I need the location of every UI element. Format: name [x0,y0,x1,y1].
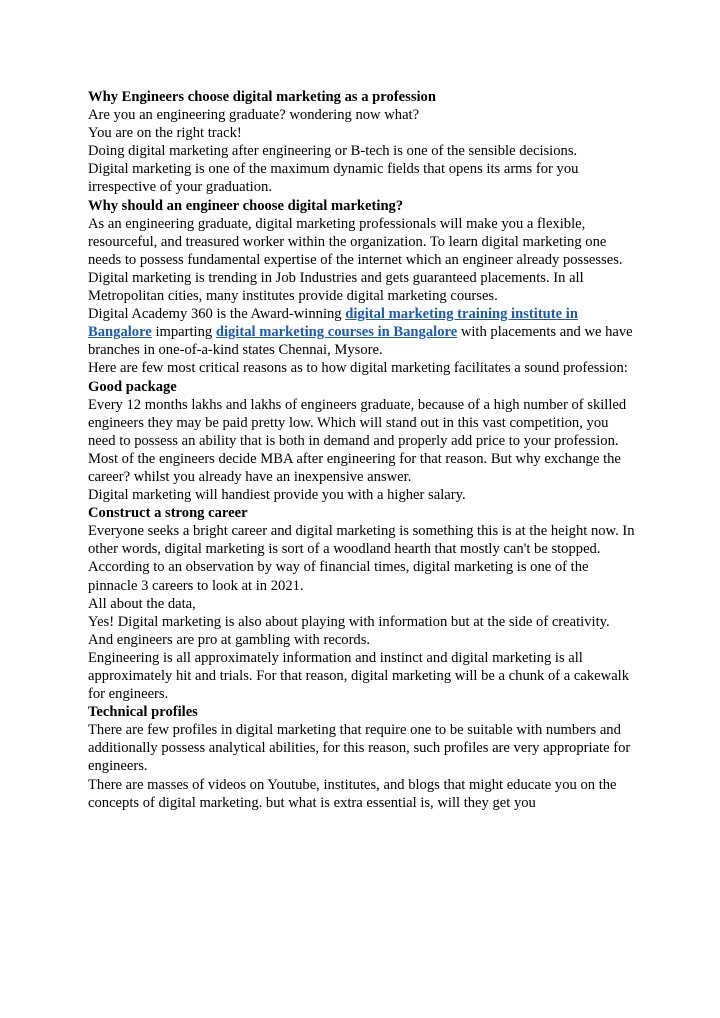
paragraph: Most of the engineers decide MBA after engineering for that reason. But why exchange the career? whilst you already have an inexpensive answer. [88,450,621,485]
paragraph: Here are few most critical reasons as to how digital marketing facilitates a sound profession: [88,360,628,377]
paragraph-text: imparting [151,324,216,341]
paragraph: All about the data, [88,595,196,612]
heading-construct-career: Construct a strong career [88,505,248,522]
link-training-institute-bangalore[interactable]: digital marketing training institute in Bangalore [88,306,578,341]
paragraph: There are masses of videos on Youtube, institutes, and blogs that might educate you on the concepts of digital marketing. but what is extra essential is, will they get you [88,776,617,811]
paragraph-with-links [88,305,638,359]
paragraph: Digital marketing is trending in Job Industries and gets guaranteed placements. In all Metropolitan cities, many institutes provide digital marketing courses. [88,269,584,305]
paragraph-text: Digital Academy 360 is the Award-winning [88,306,346,323]
paragraph: As an engineering graduate, digital marketing professionals will make you a flexible, resourceful, and treasured worker within the organization. To learn digital marketing one needs to possess fundamental expertise of the internet which an engineer already possesses. [88,215,623,268]
heading-why-should-engineer: Why should an engineer choose digital marketing? [88,197,404,214]
paragraph-text: with placements and we have branches in one-of-a-kind states Chennai, Mysore. [88,324,633,359]
document-page [88,88,638,812]
paragraph: Every 12 months lakhs and lakhs of engineers graduate, because of a high number of skilled engineers they may be paid pretty low. Which will stand out in this vast competition, you need to possess an ability that is both in demand and properly add price to your profession. [88,396,627,449]
paragraph: Digital marketing will handiest provide you with a higher salary. [88,487,466,504]
paragraph: And engineers are pro at gambling with records. [88,631,371,648]
heading-technical-profiles: Technical profiles [88,704,198,721]
paragraph: You are on the right track! [88,125,242,142]
heading-good-package: Good package [88,378,177,395]
paragraph: Yes! Digital marketing is also about playing with information but at the side of creativity. [88,613,610,630]
paragraph: There are few profiles in digital marketing that require one to be suitable with numbers and additionally possess analytical abilities, for this reason, such profiles are very appropriate for engineers. [88,722,631,775]
paragraph: Digital marketing is one of the maximum dynamic fields that opens its arms for you irrespective of your graduation. [88,161,579,196]
paragraph: Are you an engineering graduate? wondering now what? [88,107,420,124]
heading-why-engineers: Why Engineers choose digital marketing as a profession [88,89,436,105]
paragraph: According to an observation by way of financial times, digital marketing is one of the pinnacle 3 careers to look at in 2021. [88,559,589,594]
link-courses-bangalore[interactable]: digital marketing courses in Bangalore [215,324,458,341]
paragraph: Everyone seeks a bright career and digital marketing is something this is at the height now. In other words, digital marketing is sort of a woodland hearth that mostly can't be stopped. [88,523,635,558]
paragraph: Doing digital marketing after engineering or B-tech is one of the sensible decisions. [88,143,578,160]
paragraph: Engineering is all approximately information and instinct and digital marketing is all approximately hit and trials. For that reason, digital marketing will be a chunk of a cakewalk for engineers. [88,649,630,703]
